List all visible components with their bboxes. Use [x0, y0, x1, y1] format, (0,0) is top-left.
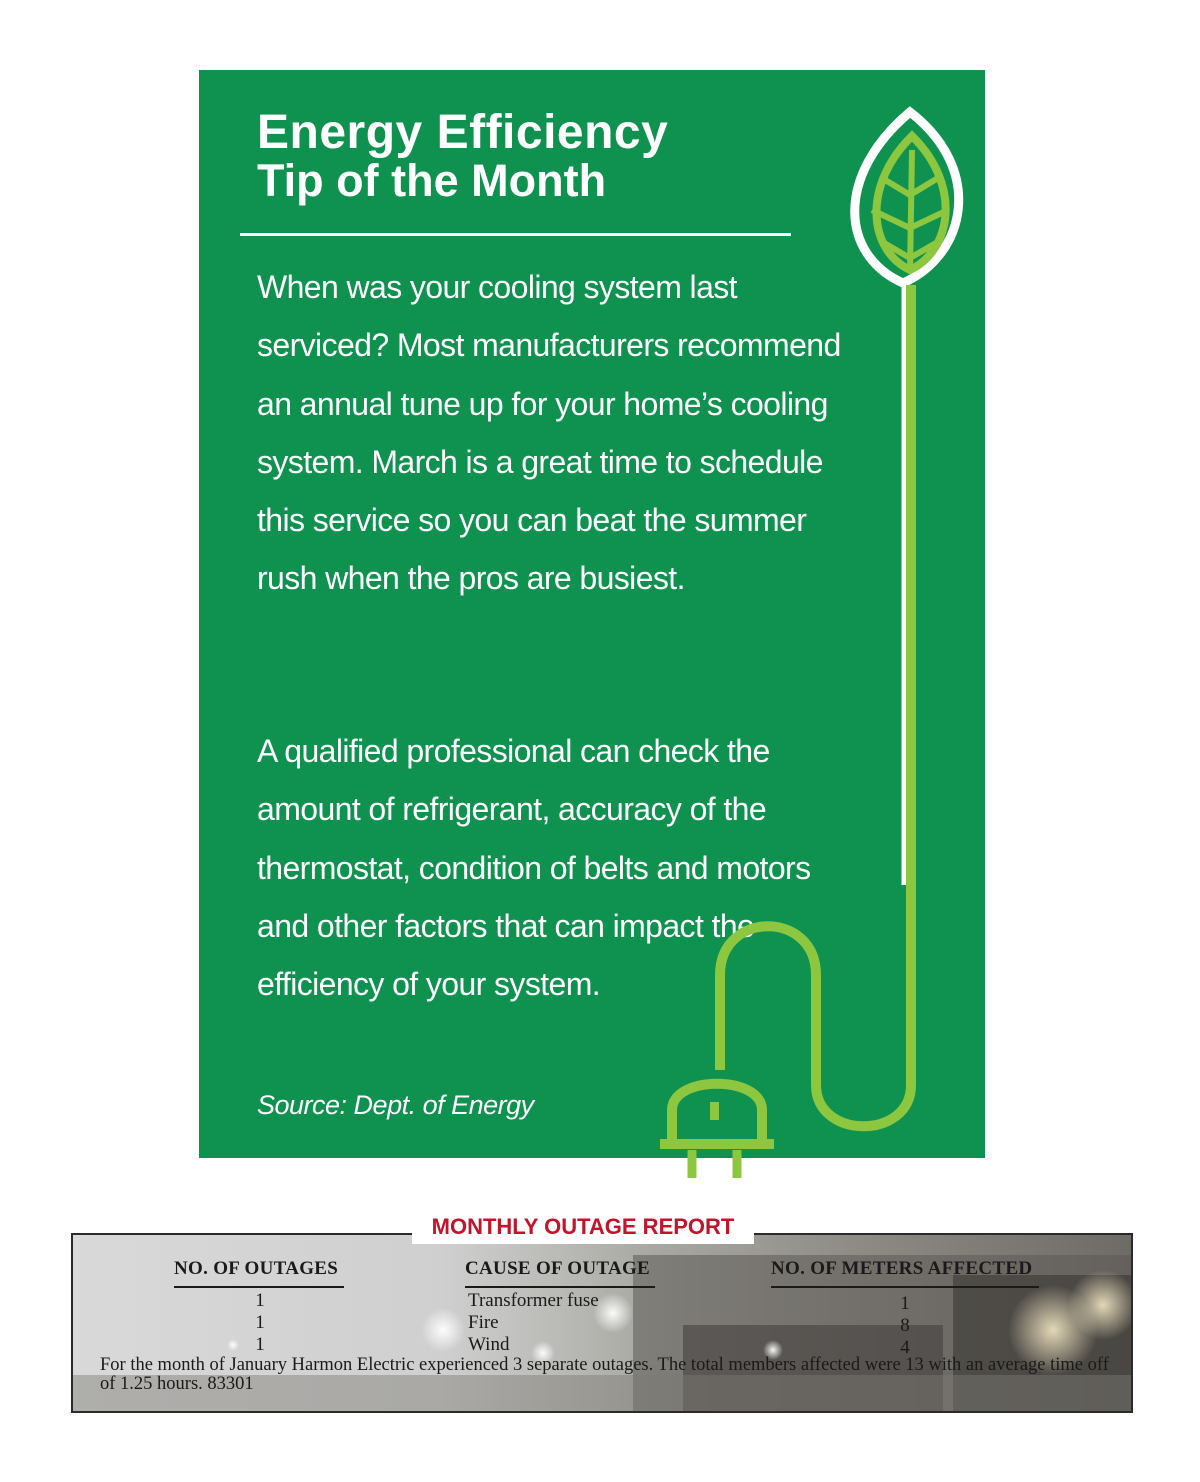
outage-summary-text: For the month of January Harmon Electric experienced 3 separate outages. The total members affected were 13 with an average time off of 1.25 hours. 83301 — [100, 1355, 1109, 1394]
meters-cell: 8 — [900, 1315, 910, 1336]
column-header-outages: NO. OF OUTAGES — [174, 1258, 344, 1288]
outage-report-heading: MONTHLY OUTAGE REPORT — [412, 1208, 754, 1244]
meters-cell: 4 — [900, 1337, 910, 1358]
outages-cell: 1 — [255, 1312, 265, 1333]
tip-paragraph-1: When was your cooling system last serviced? Most manufacturers recommend an annual tune up for your home’s cooling system. March is a great time to schedule this service so you can beat the summer rush when the pros are busiest. — [257, 269, 841, 597]
tip-source: Source: Dept. of Energy — [257, 1090, 534, 1120]
column-header-cause: CAUSE OF OUTAGE — [465, 1258, 655, 1288]
tip-title: Energy Efficiency — [257, 106, 669, 159]
cause-cell: Transformer fuse — [468, 1290, 599, 1311]
meters-cell: 1 — [900, 1293, 910, 1314]
cause-cell: Fire — [468, 1312, 499, 1333]
tip-paragraph-2: A qualified professional can check the amount of refrigerant, accuracy of the thermostat, condition of belts and motors and other factors that can impact the efficiency of your system. — [257, 733, 811, 1003]
outages-cell: 1 — [255, 1334, 265, 1355]
tip-subtitle: Tip of the Month — [257, 155, 607, 206]
cause-cell: Wind — [468, 1334, 510, 1355]
outages-cell: 1 — [255, 1290, 265, 1311]
energy-tip-card — [199, 70, 985, 1158]
title-divider — [240, 233, 791, 236]
column-header-meters: NO. OF METERS AFFECTED — [771, 1258, 1039, 1288]
